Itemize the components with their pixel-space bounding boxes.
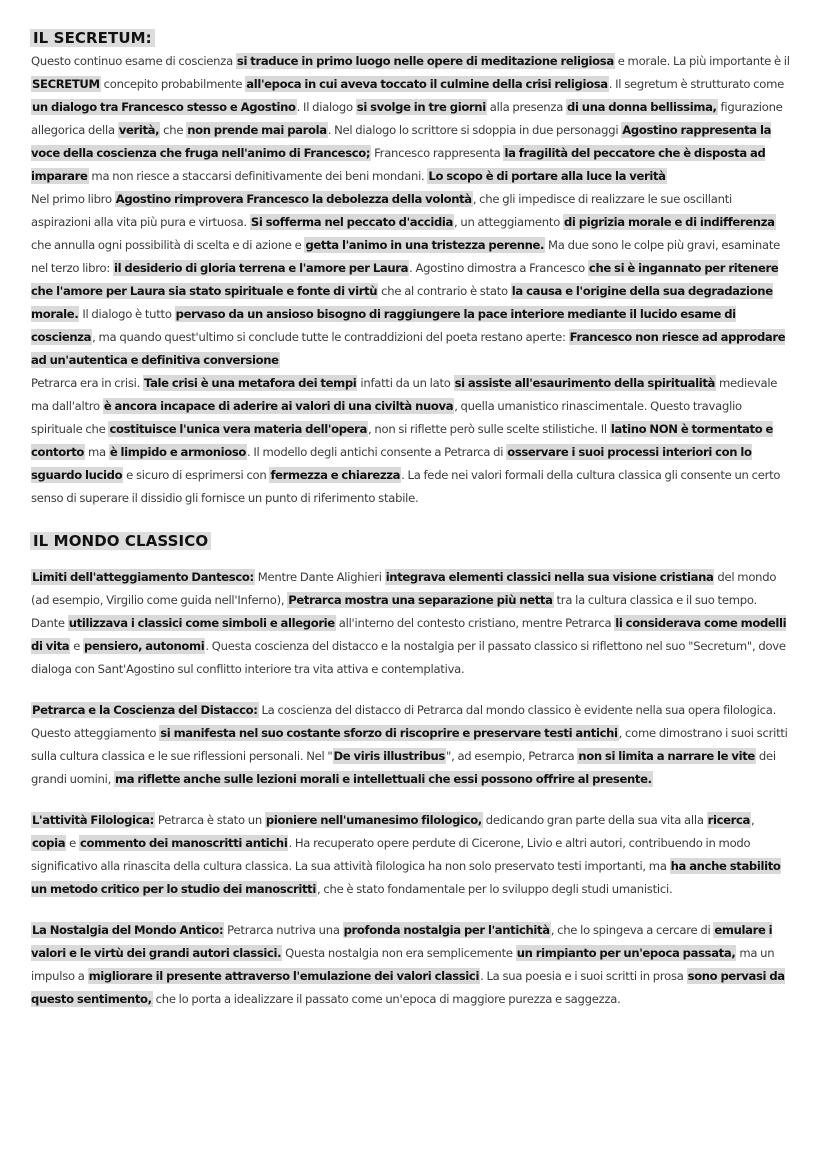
- highlighted-text: La Nostalgia del Mondo Antico:: [32, 923, 224, 937]
- text-run: all'interno del contesto cristiano, mentre Petrarca: [335, 616, 615, 630]
- highlighted-text: un dialogo tra Francesco stesso e Agostino: [32, 100, 296, 114]
- highlighted-text: verità,: [118, 123, 160, 137]
- highlighted-text: la causa e l'origine della sua degradazione morale.: [31, 284, 773, 321]
- text-run: . Il dialogo: [296, 100, 356, 114]
- highlighted-text: SECRETUM: [32, 77, 100, 91]
- text-run: ", ad esempio, Petrarca: [445, 749, 578, 763]
- highlighted-text: non prende mai parola: [187, 123, 327, 137]
- block-limiti-dantesco: [31, 566, 791, 681]
- text-run: e: [70, 639, 84, 653]
- highlighted-text: li considerava come modelli di vita: [31, 616, 787, 653]
- text-run: Mentre Dante Alighieri: [254, 570, 385, 584]
- text-run: alla presenza: [486, 100, 567, 114]
- text-run: Petrarca era in crisi.: [31, 376, 143, 390]
- text-run: . Questa coscienza del distacco e la nostalgia per il passato classico si riflettono nel suo "Secretum", dove dialoga con Sant'Agostino sul conflitto interiore tra vita attiva e contemplativa.: [31, 639, 786, 676]
- paragraph-limiti-dantesco: [31, 566, 791, 681]
- text-run: La coscienza del distacco di Petrarca dal mondo classico è evidente nella sua opera filologica. Questo atteggiamento: [31, 703, 777, 740]
- section-mondo-classico: [31, 510, 791, 1011]
- text-run: ma non riesce a staccarsi definitivamente dei beni mondani.: [88, 169, 428, 183]
- highlighted-text: ricerca: [707, 813, 751, 827]
- highlighted-text: non si limita a narrare le vite: [578, 749, 755, 763]
- highlighted-text: latino NON è tormentato e contorto: [31, 422, 774, 459]
- secretum-paragraph-2: [31, 188, 791, 372]
- text-run: medievale ma dall'altro: [31, 376, 778, 413]
- text-run: . La sua poesia e i suoi scritti in prosa: [480, 969, 687, 983]
- text-run: , come dimostrano i suoi scritti sulla cultura classica e le sue riflessioni personali. Nel ": [31, 726, 788, 763]
- text-run: Nel primo libro: [31, 192, 115, 206]
- paragraph-nostalgia-mondo-antico: [31, 919, 791, 1011]
- text-run: , che gli impedisce di realizzare le sue oscillanti aspirazioni alla vita più pura e virtuosa.: [31, 192, 732, 229]
- section-title-secretum: IL SECRETUM:: [30, 29, 155, 47]
- highlighted-text: getta l'animo in una tristezza perenne.: [305, 238, 545, 252]
- highlighted-text: che si è ingannato per ritenere che l'amore per Laura sia stato spirituale e fonte di virtù: [31, 261, 779, 298]
- section-title-mondo-classico: IL MONDO CLASSICO: [30, 532, 211, 550]
- highlighted-text: osservare i suoi processi interiori con lo sguardo lucido: [31, 445, 752, 482]
- highlighted-text: all'epoca in cui aveva toccato il culmine della crisi religiosa: [246, 77, 608, 91]
- text-run: dedicando gran parte della sua vita alla: [482, 813, 707, 827]
- highlighted-text: De viris illustribus: [333, 749, 445, 763]
- block-coscienza-distacco: [31, 699, 791, 791]
- highlighted-text: L'attività Filologica:: [32, 813, 154, 827]
- highlighted-text: il desiderio di gloria terrena e l'amore per Laura: [113, 261, 409, 275]
- secretum-paragraph-3: [31, 372, 791, 510]
- highlighted-text: pensiero, autonomi: [84, 639, 205, 653]
- text-run: . Ha recuperato opere perdute di Cicerone, Livio e altri autori, contribuendo in modo significativo alla rinascita della cultura classica. La sua attività filologica ha non solo preservato testi importanti, ma: [31, 836, 751, 873]
- highlighted-text: Lo scopo è di portare alla luce la verità: [428, 169, 666, 183]
- text-run: Ma due sono le colpe più gravi, esaminate nel terzo libro:: [31, 238, 780, 275]
- document-page: [31, 28, 791, 1029]
- highlighted-text: Petrarca e la Coscienza del Distacco:: [32, 703, 258, 717]
- section-secretum: [31, 28, 791, 510]
- paragraph-coscienza-distacco: [31, 699, 791, 791]
- highlighted-text: Petrarca mostra una separazione più netta: [288, 593, 553, 607]
- highlighted-text: ma riflette anche sulle lezioni morali e intellettuali che essi possono offrire al presente.: [115, 772, 652, 786]
- text-run: che: [160, 123, 187, 137]
- highlighted-text: si svolge in tre giorni: [356, 100, 486, 114]
- text-run: . Agostino dimostra a Francesco: [409, 261, 588, 275]
- text-run: , che è stato fondamentale per lo sviluppo degli studi umanistici.: [316, 882, 673, 896]
- text-run: . La fede nei valori formali della cultura classica gli consente un certo senso di superare il dissidio gli fornisce un punto di riferimento stabile.: [31, 468, 781, 505]
- highlighted-text: pioniere nell'umanesimo filologico,: [265, 813, 482, 827]
- text-run: Questo continuo esame di coscienza: [31, 54, 236, 68]
- highlighted-text: costituisce l'unica vera materia dell'opera: [109, 422, 368, 436]
- highlighted-text: copia: [32, 836, 66, 850]
- text-run: e: [66, 836, 79, 850]
- highlighted-text: Tale crisi è una metafora dei tempi: [144, 376, 357, 390]
- highlighted-text: fermezza e chiarezza: [270, 468, 401, 482]
- highlighted-text: migliorare il presente attraverso l'emulazione dei valori classici: [88, 969, 480, 983]
- text-run: che lo porta a idealizzare il passato come un'epoca di maggiore purezza e saggezza.: [152, 992, 621, 1006]
- text-run: ma: [85, 445, 109, 459]
- text-run: figurazione allegorica della: [31, 100, 783, 137]
- highlighted-text: si traduce in primo luogo nelle opere di meditazione religiosa: [236, 54, 614, 68]
- text-run: Petrarca è stato un: [154, 813, 265, 827]
- highlighted-text: si manifesta nel suo costante sforzo di riscoprire e preservare testi antichi: [160, 726, 618, 740]
- text-run: che al contrario è stato: [378, 284, 511, 298]
- text-run: , quella umanistico rinascimentale. Questo travaglio spirituale che: [31, 399, 742, 436]
- highlighted-text: Agostino rimprovera Francesco la debolezza della volontà: [115, 192, 472, 206]
- highlighted-text: pervaso da un ansioso bisogno di raggiungere la pace interiore mediante il lucido esame di coscienza: [31, 307, 736, 344]
- highlighted-text: si assiste all'esaurimento della spiritualità: [454, 376, 716, 390]
- highlighted-text: Francesco non riesce ad approdare ad un'autentica e definitiva conversione: [31, 330, 786, 367]
- highlighted-text: ha anche stabilito un metodo critico per lo studio dei manoscritti: [31, 859, 781, 896]
- paragraph-attivita-filologica: [31, 809, 791, 901]
- text-run: , un atteggiamento: [454, 215, 563, 229]
- highlighted-text: è ancora incapace di aderire ai valori di una civiltà nuova: [103, 399, 454, 413]
- text-run: . Il modello degli antichi consente a Petrarca di: [247, 445, 507, 459]
- text-run: . Il segretum è strutturato come: [608, 77, 785, 91]
- text-run: , non si riflette però sulle scelte stilistiche. Il: [368, 422, 610, 436]
- text-run: Il dialogo è tutto: [79, 307, 175, 321]
- text-run: e sicuro di esprimersi con: [123, 468, 270, 482]
- text-run: concepito probabilmente: [100, 77, 246, 91]
- secretum-paragraph-1: [31, 50, 791, 188]
- highlighted-text: la fragilità del peccatore che è disposta ad imparare: [31, 146, 766, 183]
- highlighted-text: Limiti dell'atteggiamento Dantesco:: [32, 570, 254, 584]
- text-run: dei grandi uomini,: [31, 749, 776, 786]
- highlighted-text: profonda nostalgia per l'antichità: [343, 923, 550, 937]
- highlighted-text: è limpido e armonioso: [109, 445, 247, 459]
- text-run: tra la cultura classica e il suo tempo. Dante: [31, 593, 757, 630]
- highlighted-text: di una donna bellissima,: [567, 100, 717, 114]
- highlighted-text: un rimpianto per un'epoca passata,: [516, 946, 736, 960]
- highlighted-text: commento dei manoscritti antichi: [79, 836, 288, 850]
- text-run: Francesco rappresenta: [371, 146, 504, 160]
- text-run: ,: [751, 813, 755, 827]
- highlighted-text: di pigrizia morale e di indifferenza: [563, 215, 775, 229]
- highlighted-text: utilizzava i classici come simboli e allegorie: [68, 616, 335, 630]
- text-run: e morale. La più importante è il: [614, 54, 790, 68]
- text-run: , che lo spingeva a cercare di: [550, 923, 714, 937]
- text-run: Petrarca nutriva una: [224, 923, 343, 937]
- text-run: infatti da un lato: [357, 376, 454, 390]
- highlighted-text: emulare i valori e le virtù dei grandi autori classici.: [31, 923, 773, 960]
- text-run: che annulla ogni possibilità di scelta e di azione e: [31, 238, 305, 252]
- highlighted-text: sono pervasi da questo sentimento,: [31, 969, 785, 1006]
- text-run: del mondo (ad esempio, Virgilio come guida nell'Inferno),: [31, 570, 777, 607]
- text-run: . Nel dialogo lo scrittore si sdoppia in due personaggi: [327, 123, 622, 137]
- text-run: ma un impulso a: [31, 946, 775, 983]
- text-run: Questa nostalgia non era semplicemente: [282, 946, 516, 960]
- highlighted-text: Si sofferma nel peccato d'accidia: [250, 215, 453, 229]
- text-run: , ma quando quest'ultimo si conclude tutte le contraddizioni del poeta restano aperte:: [92, 330, 569, 344]
- block-attivita-filologica: [31, 809, 791, 901]
- highlighted-text: integrava elementi classici nella sua visione cristiana: [385, 570, 714, 584]
- highlighted-text: Agostino rappresenta la voce della coscienza che fruga nell'animo di Francesco;: [31, 123, 772, 160]
- secretum-body: [31, 50, 791, 510]
- block-nostalgia-mondo-antico: [31, 919, 791, 1011]
